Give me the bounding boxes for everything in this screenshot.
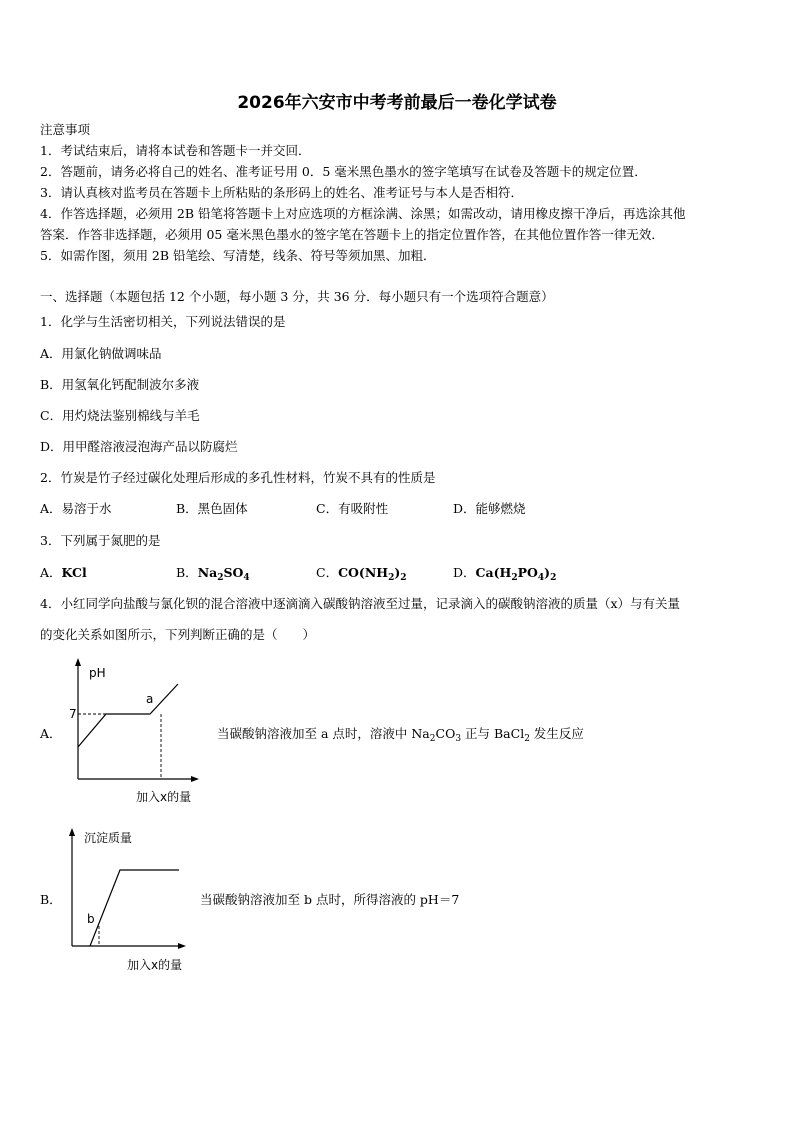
section-heading: 一、选择题（本题包括 12 个小题，每小题 3 分，共 36 分．每小题只有一个选项符合题意） (40, 289, 554, 304)
notice-item: 3．请认真核对监考员在答题卡上所粘贴的条形码上的姓名、准考证号与本人是否相符． (40, 185, 523, 200)
question-2-option-b: B．黑色固体 (176, 501, 248, 516)
tick-label: 7 (69, 707, 77, 721)
notice-item: 4．作答选择题，必须用 2B 铅笔将答题卡上对应选项的方框涂满、涂黑；如需改动，请用橡皮擦干净后，再选涂其他 (40, 206, 686, 221)
page-title: 2026年六安市中考考前最后一卷化学试卷 (237, 93, 557, 113)
question-2-option-c: C．有吸附性 (316, 501, 389, 516)
question-1-option-c: C．用灼烧法鉴别棉线与羊毛 (40, 408, 200, 423)
ph-curve (78, 684, 178, 747)
question-3-option-a: A．KCl (40, 565, 87, 580)
question-4-stem-line-2: 的变化关系如图所示，下列判断正确的是（ ） (40, 627, 316, 642)
ph-graph (60, 655, 210, 805)
y-axis-label: 沉淀质量 (84, 831, 133, 845)
question-2-option-a: A．易溶于水 (40, 501, 112, 516)
question-3-option-d: D．$Ca(H_2PO_4)_2$ (453, 565, 557, 583)
question-2-stem: 2．竹炭是竹子经过碳化处理后形成的多孔性材料，竹炭不具有的性质是 (40, 470, 436, 485)
point-label: a (146, 692, 154, 706)
question-1-option-a: A．用氯化钠做调味品 (40, 346, 162, 361)
question-1-option-d: D．用甲醛溶液浸泡海产品以防腐烂 (40, 439, 238, 454)
axis-arrow-icon (75, 658, 81, 666)
x-axis-label: 加入x的量 (127, 958, 183, 972)
precipitate-graph (55, 824, 205, 976)
question-3-stem: 3．下列属于氮肥的是 (40, 533, 161, 548)
notice-item: 5．如需作图，须用 2B 铅笔绘、写清楚，线条、符号等须加黑、加粗． (40, 248, 436, 263)
question-4-option-a-label: A． (40, 726, 62, 741)
x-axis-label: 加入x的量 (136, 790, 192, 804)
question-4-option-b-label: B． (40, 892, 62, 907)
axis-arrow-icon (178, 943, 186, 949)
notice-item: 1．考试结束后，请将本试卷和答题卡一并交回． (40, 143, 311, 158)
question-1-stem: 1．化学与生活密切相关，下列说法错误的是 (40, 314, 286, 329)
axis-arrow-icon (69, 828, 75, 836)
question-4-stem-line-1: 4．小红同学向盐酸与氯化钡的混合溶液中逐滴滴入碳酸钠溶液至过量，记录滴入的碳酸钠溶液的质量（x）与有关量 (40, 596, 681, 611)
question-3-option-c: C．$CO(NH_2)_2$ (316, 565, 407, 583)
y-axis-label: pH (89, 666, 106, 680)
axis-arrow-icon (191, 776, 199, 782)
question-1-option-b: B．用氢氧化钙配制波尔多液 (40, 377, 200, 392)
precipitate-curve (90, 870, 179, 946)
point-label: b (87, 912, 95, 926)
question-4-option-b-text: 当碳酸钠溶液加至 b 点时，所得溶液的 pH＝7 (200, 892, 460, 907)
notice-item: 2．答题前，请务必将自己的姓名、准考证号用 0．5 毫米黑色墨水的签字笔填写在试卷及答题卡的规定位置． (40, 164, 647, 179)
question-3-option-b: B．$Na_2SO_4$ (176, 565, 250, 583)
question-2-option-d: D．能够燃烧 (453, 501, 526, 516)
question-4-option-a-text: 当碳酸钠溶液加至 a 点时，溶液中 $Na_2CO_3$ 正与 BaCl$_2$ 发生反应 (217, 726, 584, 744)
notice-heading: 注意事项 (40, 122, 91, 137)
notice-item: 答案．作答非选择题，必须用 05 毫米黑色墨水的签字笔在答题卡上的指定位置作答，在其他位置作答一律无效． (40, 227, 664, 242)
